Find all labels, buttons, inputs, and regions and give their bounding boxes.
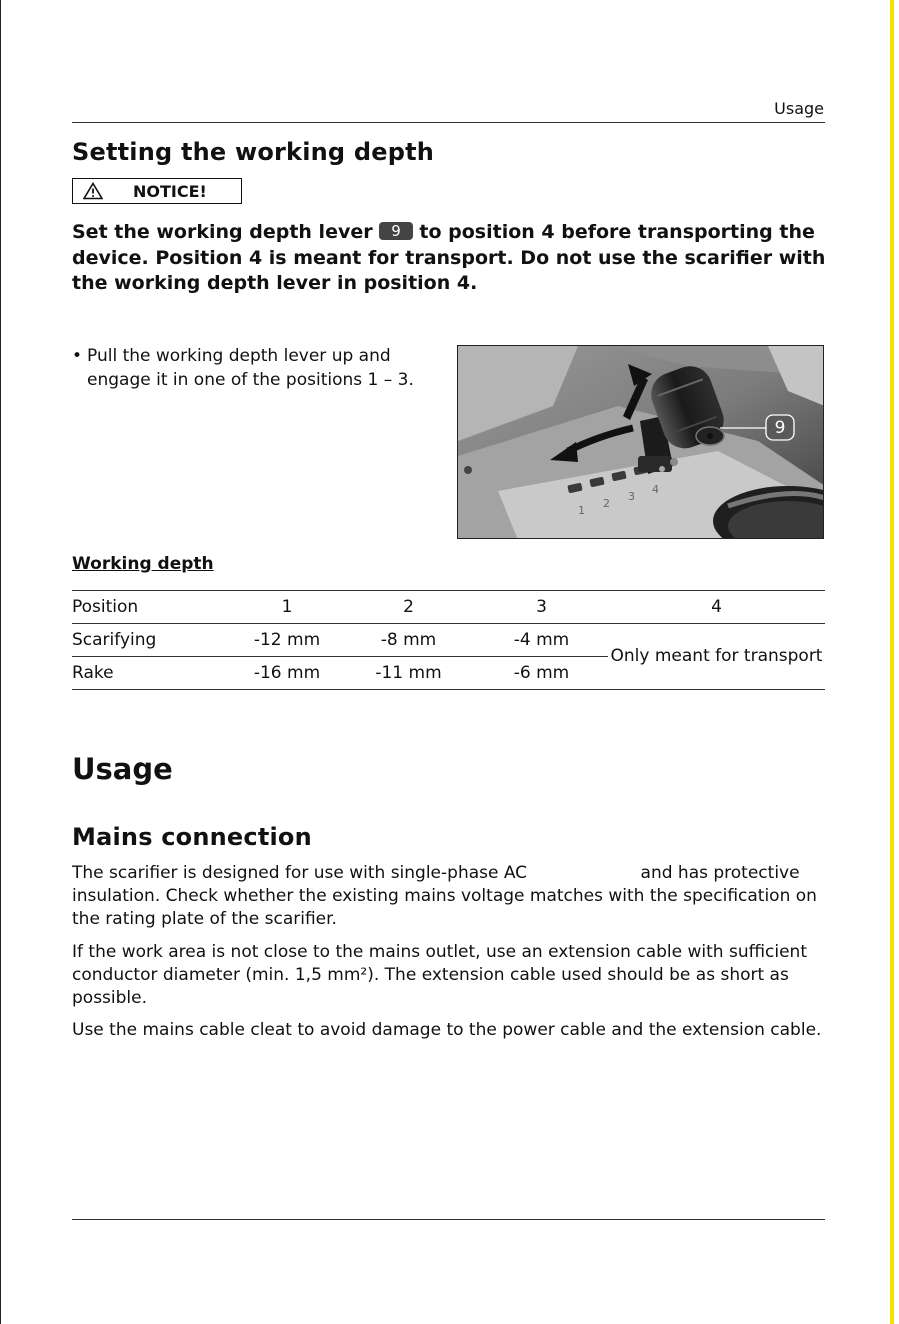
table-caption: Working depth xyxy=(72,554,214,574)
row-label: Scarifying xyxy=(72,624,232,657)
scale-mark-3: 3 xyxy=(628,490,635,503)
section-title-mains-connection: Mains connection xyxy=(72,823,312,851)
page-border xyxy=(0,0,1,1324)
table-cell: -11 mm xyxy=(342,657,475,690)
scale-mark-2: 2 xyxy=(603,497,610,510)
table-header-cell: Position xyxy=(72,591,232,624)
table-header-cell: 1 xyxy=(232,591,342,624)
row-label: Rake xyxy=(72,657,232,690)
table-cell: -6 mm xyxy=(475,657,608,690)
table-header-cell: 3 xyxy=(475,591,608,624)
paragraph: Use the mains cable cleat to avoid damage to the power cable and the extension cable. xyxy=(72,1020,822,1040)
running-header: Usage xyxy=(774,99,824,118)
transport-note-cell: Only meant for transport xyxy=(608,624,825,690)
section-title-working-depth: Setting the working depth xyxy=(72,138,435,166)
header-divider xyxy=(72,122,825,123)
table-header-cell: 4 xyxy=(608,591,825,624)
working-depth-table xyxy=(72,590,825,690)
scale-mark-4: 4 xyxy=(652,483,659,496)
table-cell: -16 mm xyxy=(232,657,342,690)
warning-text-part2: to position 4 before transporting the device. Position 4 is meant for transport. Do not use the scarifier with the working depth lever in position 4. xyxy=(72,221,826,294)
table-cell: -4 mm xyxy=(475,624,608,657)
bullet-text: Pull the working depth lever up and engage it in one of the positions 1 – 3. xyxy=(87,346,414,390)
instruction-bullet xyxy=(72,344,442,392)
table-header-row xyxy=(72,591,825,624)
footer-divider xyxy=(72,1219,825,1220)
notice-label: NOTICE! xyxy=(133,181,207,201)
paragraph: The scarifier is designed for use with single-phase AC and has protective insulation. Check whether the existing mains voltage matches with the specification on the rating plate of the scarifier. xyxy=(72,863,823,929)
page-edge-marker xyxy=(890,0,894,1324)
notice-box xyxy=(72,178,242,204)
scale-mark-1: 1 xyxy=(578,504,585,517)
table-cell: -8 mm xyxy=(342,624,475,657)
warning-triangle-icon xyxy=(83,182,103,200)
table-row xyxy=(72,624,825,657)
working-depth-lever-photo xyxy=(457,345,824,539)
paragraph: If the work area is not close to the mains outlet, use an extension cable with sufficient conductor diameter (min. 1,5 mm²). The extension cable used should be as short as possible. xyxy=(72,942,808,1008)
table-header-cell: 2 xyxy=(342,591,475,624)
figure-callout-9: 9 xyxy=(774,418,786,438)
bullet-dot-icon: • xyxy=(72,346,83,366)
lever-illustration xyxy=(458,346,824,539)
notice-warning-text xyxy=(72,220,832,297)
warning-text-part1: Set the working depth lever xyxy=(72,221,380,243)
chapter-title-usage: Usage xyxy=(72,752,173,786)
part-number-badge: 9 xyxy=(379,222,413,240)
table-cell: -12 mm xyxy=(232,624,342,657)
